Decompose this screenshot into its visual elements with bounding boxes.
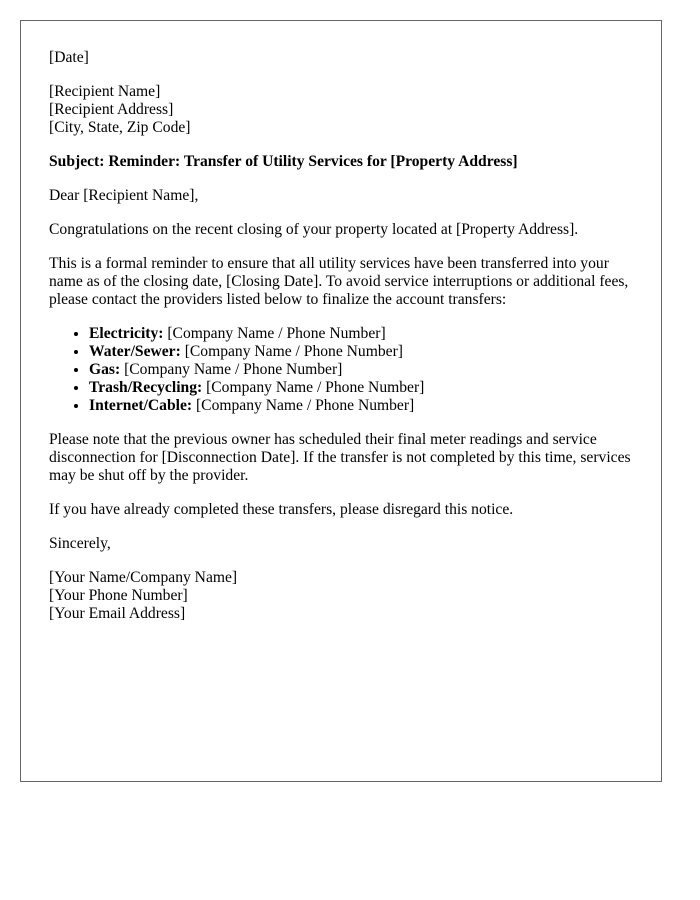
utility-value: [Company Name / Phone Number] <box>163 325 386 342</box>
letter-greeting: Dear [Recipient Name], <box>49 187 199 204</box>
sender-phone: [Your Phone Number] <box>49 587 188 604</box>
recipient-name: [Recipient Name] <box>49 83 161 100</box>
paragraph-reminder: This is a formal reminder to ensure that all utility services have been transferred into your name as of the closing date, [Closing Date]. To avoid service interruptions or additional fees, please contact the providers listed below to finalize the account transfers: <box>49 255 629 308</box>
utility-item-trash-recycling <box>89 379 633 397</box>
utility-item-water-sewer <box>89 343 633 361</box>
utility-value: [Company Name / Phone Number] <box>202 379 425 396</box>
letter-closing: Sincerely, <box>49 535 111 552</box>
letter-subject: Subject: Reminder: Transfer of Utility Services for [Property Address] <box>49 153 518 170</box>
paragraph-disconnection-notice: Please note that the previous owner has scheduled their final meter readings and service disconnection for [Disconnection Date]. If the transfer is not completed by this time, services may be shut off by the provider. <box>49 431 631 484</box>
recipient-block <box>49 83 633 137</box>
utility-label: Trash/Recycling: <box>89 379 203 396</box>
utility-value: [Company Name / Phone Number] <box>192 397 415 414</box>
utility-label: Internet/Cable: <box>89 397 193 414</box>
utility-label: Water/Sewer: <box>89 343 181 360</box>
utility-item-electricity <box>89 325 633 343</box>
paragraph-disregard: If you have already completed these transfers, please disregard this notice. <box>49 501 514 518</box>
utility-provider-list <box>49 325 633 415</box>
utility-item-gas <box>89 361 633 379</box>
utility-value: [Company Name / Phone Number] <box>180 343 403 360</box>
sender-name: [Your Name/Company Name] <box>49 569 238 586</box>
utility-item-internet-cable <box>89 397 633 415</box>
utility-value: [Company Name / Phone Number] <box>120 361 343 378</box>
recipient-address: [Recipient Address] <box>49 101 174 118</box>
sender-email: [Your Email Address] <box>49 605 186 622</box>
letter-date: [Date] <box>49 49 89 66</box>
recipient-city-state-zip: [City, State, Zip Code] <box>49 119 191 136</box>
sender-block <box>49 569 633 623</box>
letter-page <box>20 20 662 782</box>
utility-label: Electricity: <box>89 325 164 342</box>
paragraph-congratulations: Congratulations on the recent closing of your property located at [Property Address]. <box>49 221 579 238</box>
utility-label: Gas: <box>89 361 121 378</box>
